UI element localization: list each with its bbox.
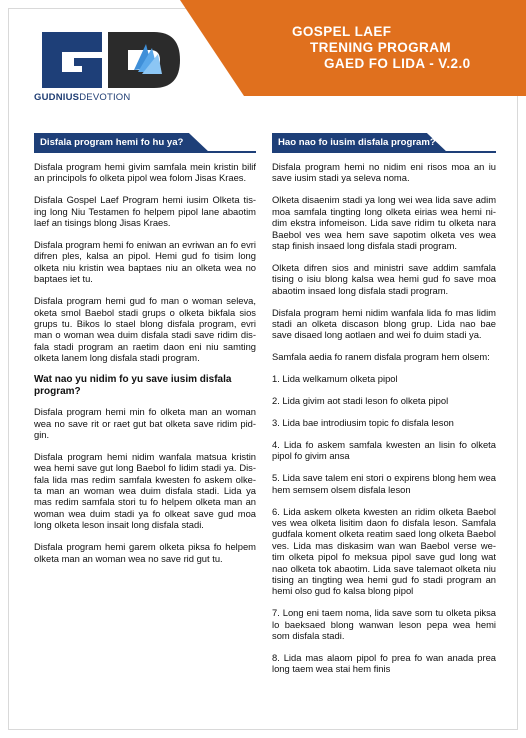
- logo-brand-text: [34, 92, 130, 103]
- left-paragraph: Disfala program hemi nidim wanfala matsua kristin wea hemi save gut long Baebol fo lidim stadi ya. Dis-fala lida mas redim samfala kwesten fo askem olke-ta man an woman wea duim disfala stadi. Lida ya mas redim samfala stori tu fo helpem olketa man an woman wea duim stadi ya fo olkeat save gud moa long olketa leson insait long disfala stadi.: [34, 450, 256, 531]
- right-paragraph: Olketa difren sios and ministri save addim samfala tising o isiu blong kalsa wea hemi gud fo save moa abaotim insaed long disfala stadi program.: [272, 261, 496, 296]
- list-item: 4. Lida fo askem samfala kwesten an lisin fo olketa pipol fo givim ansa: [272, 438, 496, 462]
- left-paragraph: Disfala program hemi min fo olketa man an woman wea no save rit or raet gut bat olketa save ridim pid-gin.: [34, 406, 256, 440]
- document-title: [262, 24, 510, 72]
- title-line-3: GAED FO LIDA - V.2.0: [324, 56, 471, 71]
- right-paragraph: Olketa disaenim stadi ya long wei wea lida save adim moa samfala tingting long olketa eirias wea hemi ni-dim ekstra infomeison. Lida save ridim tu olketa nara Baebol ves wea hem save sapotim olketa ves wea stap finish insaed long disfala stadi program.: [272, 194, 496, 251]
- logo-brand-bold: GUDNIUS: [34, 92, 80, 103]
- left-paragraph: Disfala program hemi givim samfala mein kristin bilif an principols fo olketa pipol wea folom Jisas Kraes.: [34, 161, 256, 184]
- left-paragraph: Disfala Gospel Laef Program hemi iusim Olketa tis-ing long Niu Testamen fo helpem pipol lane abaotim laef an tisings blong Jisas Kraes.: [34, 194, 256, 229]
- left-section-header: [34, 133, 256, 153]
- right-heading: Hao nao fo iusim disfala program?: [278, 137, 436, 148]
- left-header-rule: [34, 151, 256, 153]
- left-heading: Disfala program hemi fo hu ya?: [40, 137, 184, 148]
- list-item: 5. Lida save talem eni stori o expirens blong hem wea hem semsem olsem disfala leson: [272, 472, 496, 495]
- right-column: [272, 133, 496, 685]
- left-paragraph: Disfala program hemi gud fo man o woman seleva, oketa smol Baebol stadi grups o olketa bikfala sios grups tu. Bikos lo stael blong disfala program, evri man o woman wea duim disfala stadi save ridim dis-fala stadi program an raetim daon eni niu samting olketa lanem long disfala stadi program.: [34, 295, 256, 364]
- right-section-header: [272, 133, 496, 153]
- logo-brand-light: DEVOTION: [79, 92, 131, 103]
- list-item: 6. Lida askem olketa kwesten an ridim olketa Baebol ves wea olketa lisitim daon fo disfala leson. Samfala gudfala koment olketa reatim saed long olketa Baebol ves. Lida mas diskasim wan wan Baebol verse we-tim olketa pipol fo meksua pipol save gud long wat nao olketa tok abaotim. Lida save talemaot olketa niu tising an tingting wea hemi gud fo stadi program an hemi olso gud fo kalsa blong pipol: [272, 505, 496, 597]
- title-line-2: TRENING PROGRAM: [310, 40, 451, 55]
- left-subheading: Wat nao yu nidim fo yu save iusim disfala program?: [34, 374, 232, 398]
- left-paragraph: Disfala program hemi fo eniwan an evriwan an fo evri difren ples, kalsa an pipol. Hemi gud fo tisim long olketa niu kristin wea baptaes niu an olketa wea no baptaes iet tu.: [34, 239, 256, 285]
- title-line-1: GOSPEL LAEF: [292, 24, 392, 39]
- list-item: 2. Lida givim aot stadi leson fo olketa pipol: [272, 395, 449, 407]
- list-item: 8. Lida mas alaom pipol fo prea fo wan anada prea long taem wea stai hem finis: [272, 652, 496, 675]
- right-paragraph: Samfala aedia fo ranem disfala program hem olsem:: [272, 351, 490, 363]
- list-item: 1. Lida welkamum olketa pipol: [272, 373, 398, 385]
- left-column: [34, 133, 256, 574]
- list-item: 7. Long eni taem noma, lida save som tu olketa piksa lo baeksaed blong wanwan leson pepa wea hemi som disfala stadi.: [272, 607, 496, 642]
- right-paragraph: Disfala program hemi no nidim eni risos moa an iu save iusim stadi ya seleva noma.: [272, 161, 496, 184]
- left-paragraph: Disfala program hemi garem olketa piksa fo helpem olketa man an woman wea no save rid gut tu.: [34, 541, 256, 564]
- right-header-rule: [272, 151, 496, 153]
- right-paragraph: Disfala program hemi nidim wanfala lida fo mas lidim stadi an olketa discason blong grup. Lida nao bae save disaed long aotlaen and wei fo duim stadi ya.: [272, 306, 496, 341]
- list-item: 3. Lida bae introdiusim topic fo disfala leson: [272, 417, 454, 428]
